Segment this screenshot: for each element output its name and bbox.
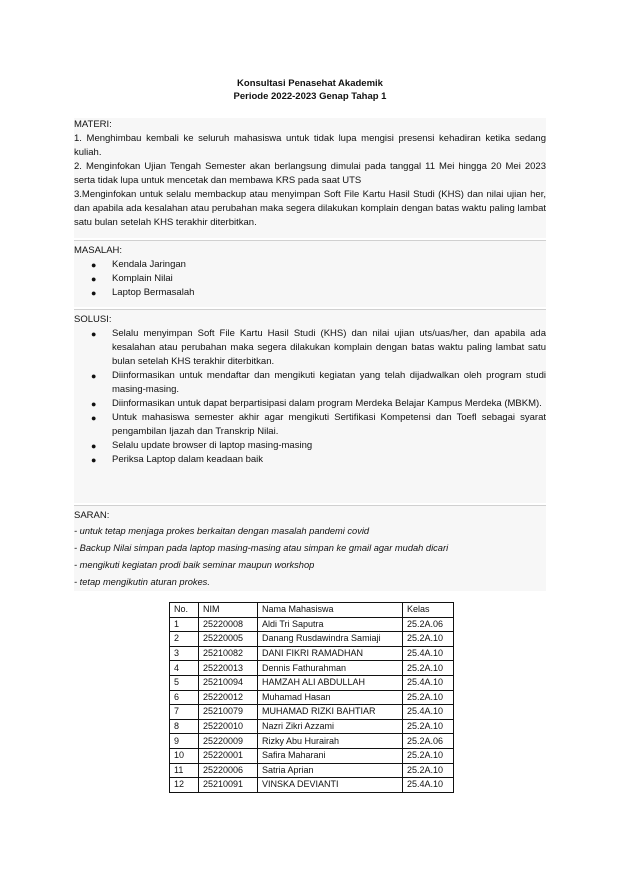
cell-nim: 25220005: [199, 632, 258, 647]
saran-item: - Backup Nilai simpan pada laptop masing-masing atau simpan ke gmail agar mudah dicari: [74, 543, 449, 553]
cell-nama: Muhamad Hasan: [258, 690, 403, 705]
cell-nim: 25220010: [199, 719, 258, 734]
table-row: [170, 734, 454, 749]
cell-nama: Aldi Tri Saputra: [258, 617, 403, 632]
cell-kelas: 25.4A.10: [403, 675, 454, 690]
cell-no: 2: [170, 632, 199, 647]
cell-nim: 25220013: [199, 661, 258, 676]
cell-kelas: 25.4A.10: [403, 705, 454, 720]
table-row: [170, 646, 454, 661]
list-item: ● Selalu menyimpan Soft File Kartu Hasil Studi (KHS) dan nilai ujian uts/uas/her, dan apabila ada kesalahan atau perubahan maka segera dilakukan komplain dengan batas waktu paling lambat satu bulan setelah KHS terakhir diterbitkan.: [91, 328, 546, 367]
column-header-nim: NIM: [199, 603, 258, 618]
bullet-icon: ●: [91, 441, 97, 451]
section-saran: [74, 505, 546, 591]
cell-nama: Satria Aprian: [258, 763, 403, 778]
table-row: [170, 748, 454, 763]
saran-item: - mengikuti kegiatan prodi baik seminar maupun workshop: [74, 560, 315, 570]
cell-kelas: 25.2A.06: [403, 617, 454, 632]
materi-item: 2. Menginfokan Ujian Tengah Semester akan berlangsung dimulai pada tanggal 11 Mei hingga 20 Mei 2023 serta tidak lupa untuk mencetak dan membawa KRS pada saat UTS: [74, 161, 546, 186]
cell-kelas: 25.2A.10: [403, 690, 454, 705]
cell-nama: VINSKA DEVIANTI: [258, 778, 403, 793]
table-row: [170, 778, 454, 793]
section-materi: [74, 118, 546, 238]
cell-kelas: 25.2A.10: [403, 719, 454, 734]
section-solusi: [74, 309, 546, 503]
list-item: ● Komplain Nilai: [91, 273, 173, 284]
bullet-icon: ●: [91, 413, 97, 423]
cell-nim: 25220001: [199, 748, 258, 763]
cell-no: 11: [170, 763, 199, 778]
cell-nim: 25210079: [199, 705, 258, 720]
saran-item: - untuk tetap menjaga prokes berkaitan dengan masalah pandemi covid: [74, 526, 370, 536]
cell-nim: 25220009: [199, 734, 258, 749]
cell-nama: Danang Rusdawindra Samiaji: [258, 632, 403, 647]
document-title: Konsultasi Penasehat Akademik: [237, 78, 383, 89]
cell-no: 1: [170, 617, 199, 632]
cell-kelas: 25.2A.10: [403, 632, 454, 647]
cell-no: 8: [170, 719, 199, 734]
section-masalah: [74, 240, 546, 307]
list-item: ● Laptop Bermasalah: [91, 287, 195, 298]
saran-item: - tetap mengikutin aturan prokes.: [74, 577, 210, 587]
cell-nim: 25220012: [199, 690, 258, 705]
cell-nim: 25210091: [199, 778, 258, 793]
list-item: ● Diinformasikan untuk dapat berpartisipasi dalam program Merdeka Belajar Kampus Merdeka (MBKM).: [91, 398, 542, 409]
cell-nama: Nazri Zikri Azzami: [258, 719, 403, 734]
cell-kelas: 25.4A.10: [403, 778, 454, 793]
student-table: [169, 602, 454, 793]
cell-nim: 25220008: [199, 617, 258, 632]
cell-no: 5: [170, 675, 199, 690]
cell-no: 4: [170, 661, 199, 676]
table-row: [170, 705, 454, 720]
cell-no: 10: [170, 748, 199, 763]
materi-item: 1. Menghimbau kembali ke seluruh mahasiswa untuk tidak lupa mengisi presensi kehadiran ketika sedang kuliah.: [74, 133, 546, 158]
cell-nim: 25210094: [199, 675, 258, 690]
solusi-list: [74, 327, 546, 467]
cell-nim: 25220006: [199, 763, 258, 778]
materi-heading: MATERI:: [74, 119, 112, 130]
cell-no: 9: [170, 734, 199, 749]
table-row: [170, 690, 454, 705]
cell-nim: 25210082: [199, 646, 258, 661]
bullet-icon: ●: [91, 260, 97, 270]
cell-nama: MUHAMAD RIZKI BAHTIAR: [258, 705, 403, 720]
bullet-icon: ●: [91, 329, 97, 339]
materi-item: 3.Menginfokan untuk selalu membackup atau menyimpan Soft File Kartu Hasil Studi (KHS) dan nilai ujian her, dan apabila ada kesalahan atau perubahan maka segera dilakukan komplain dengan batas waktu paling lambat satu bulan setelah KHS terakhir diterbitkan.: [74, 189, 546, 228]
column-header-no: No.: [170, 603, 199, 618]
cell-no: 3: [170, 646, 199, 661]
solusi-heading: SOLUSI:: [74, 314, 112, 325]
title-block: [0, 77, 620, 103]
cell-kelas: 25.2A.10: [403, 763, 454, 778]
document-period: Periode 2022-2023 Genap Tahap 1: [233, 91, 387, 102]
list-item: ● Untuk mahasiswa semester akhir agar mengikuti Sertifikasi Kompetensi dan Toefl sebagai syarat pengambilan Ijazah dan Transkrip Nilai.: [91, 412, 546, 437]
saran-heading: SARAN:: [74, 510, 110, 521]
cell-nama: Rizky Abu Hurairah: [258, 734, 403, 749]
bullet-icon: ●: [91, 455, 97, 465]
table-row: [170, 719, 454, 734]
list-item: ● Periksa Laptop dalam keadaan baik: [91, 454, 264, 465]
table-row: [170, 763, 454, 778]
cell-kelas: 25.4A.10: [403, 646, 454, 661]
bullet-icon: ●: [91, 288, 97, 298]
masalah-heading: MASALAH:: [74, 245, 123, 256]
cell-nama: HAMZAH ALI ABDULLAH: [258, 675, 403, 690]
table-row: [170, 661, 454, 676]
cell-no: 6: [170, 690, 199, 705]
cell-no: 7: [170, 705, 199, 720]
column-header-kelas: Kelas: [403, 603, 454, 618]
cell-no: 12: [170, 778, 199, 793]
list-item: ● Kendala Jaringan: [91, 259, 186, 270]
cell-nama: Dennis Fathurahman: [258, 661, 403, 676]
bullet-icon: ●: [91, 274, 97, 284]
masalah-list: [74, 258, 546, 300]
bullet-icon: ●: [91, 371, 97, 381]
bullet-icon: ●: [91, 399, 97, 409]
cell-kelas: 25.2A.10: [403, 661, 454, 676]
table-row: [170, 632, 454, 647]
cell-nama: Safira Maharani: [258, 748, 403, 763]
list-item: ● Diinformasikan untuk mendaftar dan mengikuti kegiatan yang telah dijadwalkan oleh program studi masing-masing.: [91, 370, 546, 395]
list-item: ● Selalu update browser di laptop masing-masing: [91, 440, 313, 451]
table-row: [170, 675, 454, 690]
cell-nama: DANI FIKRI RAMADHAN: [258, 646, 403, 661]
column-header-nama: Nama Mahasiswa: [258, 603, 403, 618]
cell-kelas: 25.2A.06: [403, 734, 454, 749]
table-header-row: [170, 603, 454, 618]
cell-kelas: 25.2A.10: [403, 748, 454, 763]
table-row: [170, 617, 454, 632]
